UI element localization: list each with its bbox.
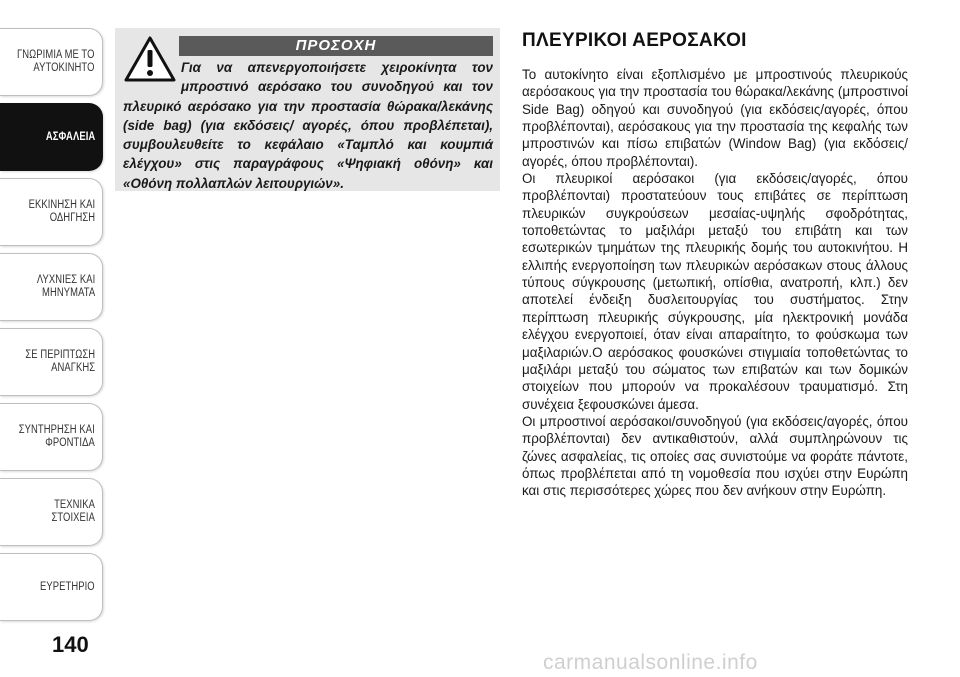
watermark: carmanualsonline.info <box>543 651 758 674</box>
tab-label: ΣΕ ΠΕΡΙΠΤΩΣΗ ΑΝΑΓΚΗΣ <box>25 349 95 374</box>
section-title: ΠΛΕΥΡΙΚΟΙ ΑΕΡΟΣΑΚΟΙ <box>522 30 747 51</box>
tab-getting-to-know[interactable] <box>0 28 103 96</box>
tab-label: ΣΥΝΤΗΡΗΣΗ ΚΑΙ ΦΡΟΝΤΙΔΑ <box>18 424 95 449</box>
chapter-tabs <box>0 28 103 628</box>
warning-text-content: Για να απενεργοποιήσετε χειροκίνητα τον μπροστινό αερόσακο του συνοδηγού και τον πλευρικό αερόσακο για την προστασία θώρακα/λεκάνης (side bag) (για εκδόσεις/ αγορές, όπου προβλέπεται), συμβουλευθείτε το κεφάλαιο «Ταμπλό και κουμπιά ελέγχου» στις παραγράφους «Ψηφιακή οθόνη» και «Οθόνη πολλαπλών λειτουργιών». <box>123 60 493 191</box>
tab-label: ΤΕΧΝΙΚΑ ΣΤΟΙΧΕΙΑ <box>51 499 95 524</box>
section-body <box>522 66 908 500</box>
tab-starting-driving[interactable] <box>0 178 103 246</box>
tab-maintenance[interactable] <box>0 403 103 471</box>
paragraph: Οι πλευρικοί αερόσακοι (για εκδόσεις/αγορές, όπου προβλέπονται) προστατεύουν τους επιβάτες σε περίπτωση πλευρικών συγκρούσεων μεσαίας-υψηλής σφοδρότητας, τοποθετώντας το μαξιλάρι μεταξύ του επιβάτη και των εσωτερικών τμημάτων της πλευρικής δομής του αυτοκινήτου. Η ελλιπής ενεργοποίηση των πλευρικών αερόσακων στους άλλους τύπους σύγκρουσης (μετωπική, οπίσθια, ανατροπή, κλπ.) δεν αποτελεί ένδειξη δυσλειτουργίας του συστήματος. Στην περίπτωση πλευρικής σύγκρουσης, μία ηλεκτρονική μονάδα ελέγχου ενεργοποιεί, όταν είναι απαραίτητο, το φούσκωμα των μαξιλαριών.Ο αερόσακος φουσκώνει στιγμιαία τοποθετώντας το μαξιλάρι μεταξύ του σώματος των επιβατών και των δομικών στοιχείων που μπορούν να προκαλέσουν τραυματισμό. Στη συνέχεια ξεφουσκώνει άμεσα. <box>522 171 908 412</box>
tab-technical-data[interactable] <box>0 478 103 546</box>
tab-label: ΛΥΧΝΙΕΣ ΚΑΙ ΜΗΝΥΜΑΤΑ <box>36 274 95 299</box>
tab-label: ΓΝΩΡΙΜΙΑ ΜΕ ΤΟ ΑΥΤΟΚΙΝΗΤΟ <box>17 49 95 74</box>
tab-safety[interactable] <box>0 103 103 171</box>
tab-index[interactable] <box>0 553 103 621</box>
paragraph: Οι μπροστινοί αερόσακοι/συνοδηγού (για εκδόσεις/αγορές, όπου προβλέπονται) δεν αντικαθιστούν, αλλά συμπληρώνουν τις ζώνες ασφαλείας, τις οποίες σας συνιστούμε να φοράτε πάντοτε, όπως προβλέπεται από τη νομοθεσία που ισχύει στην Ευρώπη και στις περισσότερες χώρες που δεν ανήκουν στην Ευρώπη. <box>522 413 908 499</box>
warning-box <box>115 28 500 191</box>
tab-label: ΑΣΦΑΛΕΙΑ <box>45 130 95 143</box>
page-number: 140 <box>52 632 89 657</box>
tab-emergency[interactable] <box>0 328 103 396</box>
paragraph: Το αυτοκίνητο είναι εξοπλισμένο με μπροστινούς πλευρικούς αερόσακους για την προστασία του θώρακα/λεκάνης (μπροστινοί Side Bag) οδηγού και συνοδηγού (για εκδόσεις/αγορές, όπου προβλέπονται), αερόσακους για την προστασία της κεφαλής των μπροστινών και πίσω επιβατών (Window Bag) (για εκδόσεις/αγορές, όπου προβλέπονται). <box>522 67 908 169</box>
tab-label: ΕΚΚΙΝΗΣΗ ΚΑΙ ΟΔΗΓΗΣΗ <box>28 199 95 224</box>
warning-text <box>123 58 493 193</box>
tab-lights-messages[interactable] <box>0 253 103 321</box>
tab-label: ΕΥΡΕΤΗΡΙΟ <box>40 580 95 593</box>
warning-title: ΠΡΟΣΟΧΗ <box>179 36 493 56</box>
